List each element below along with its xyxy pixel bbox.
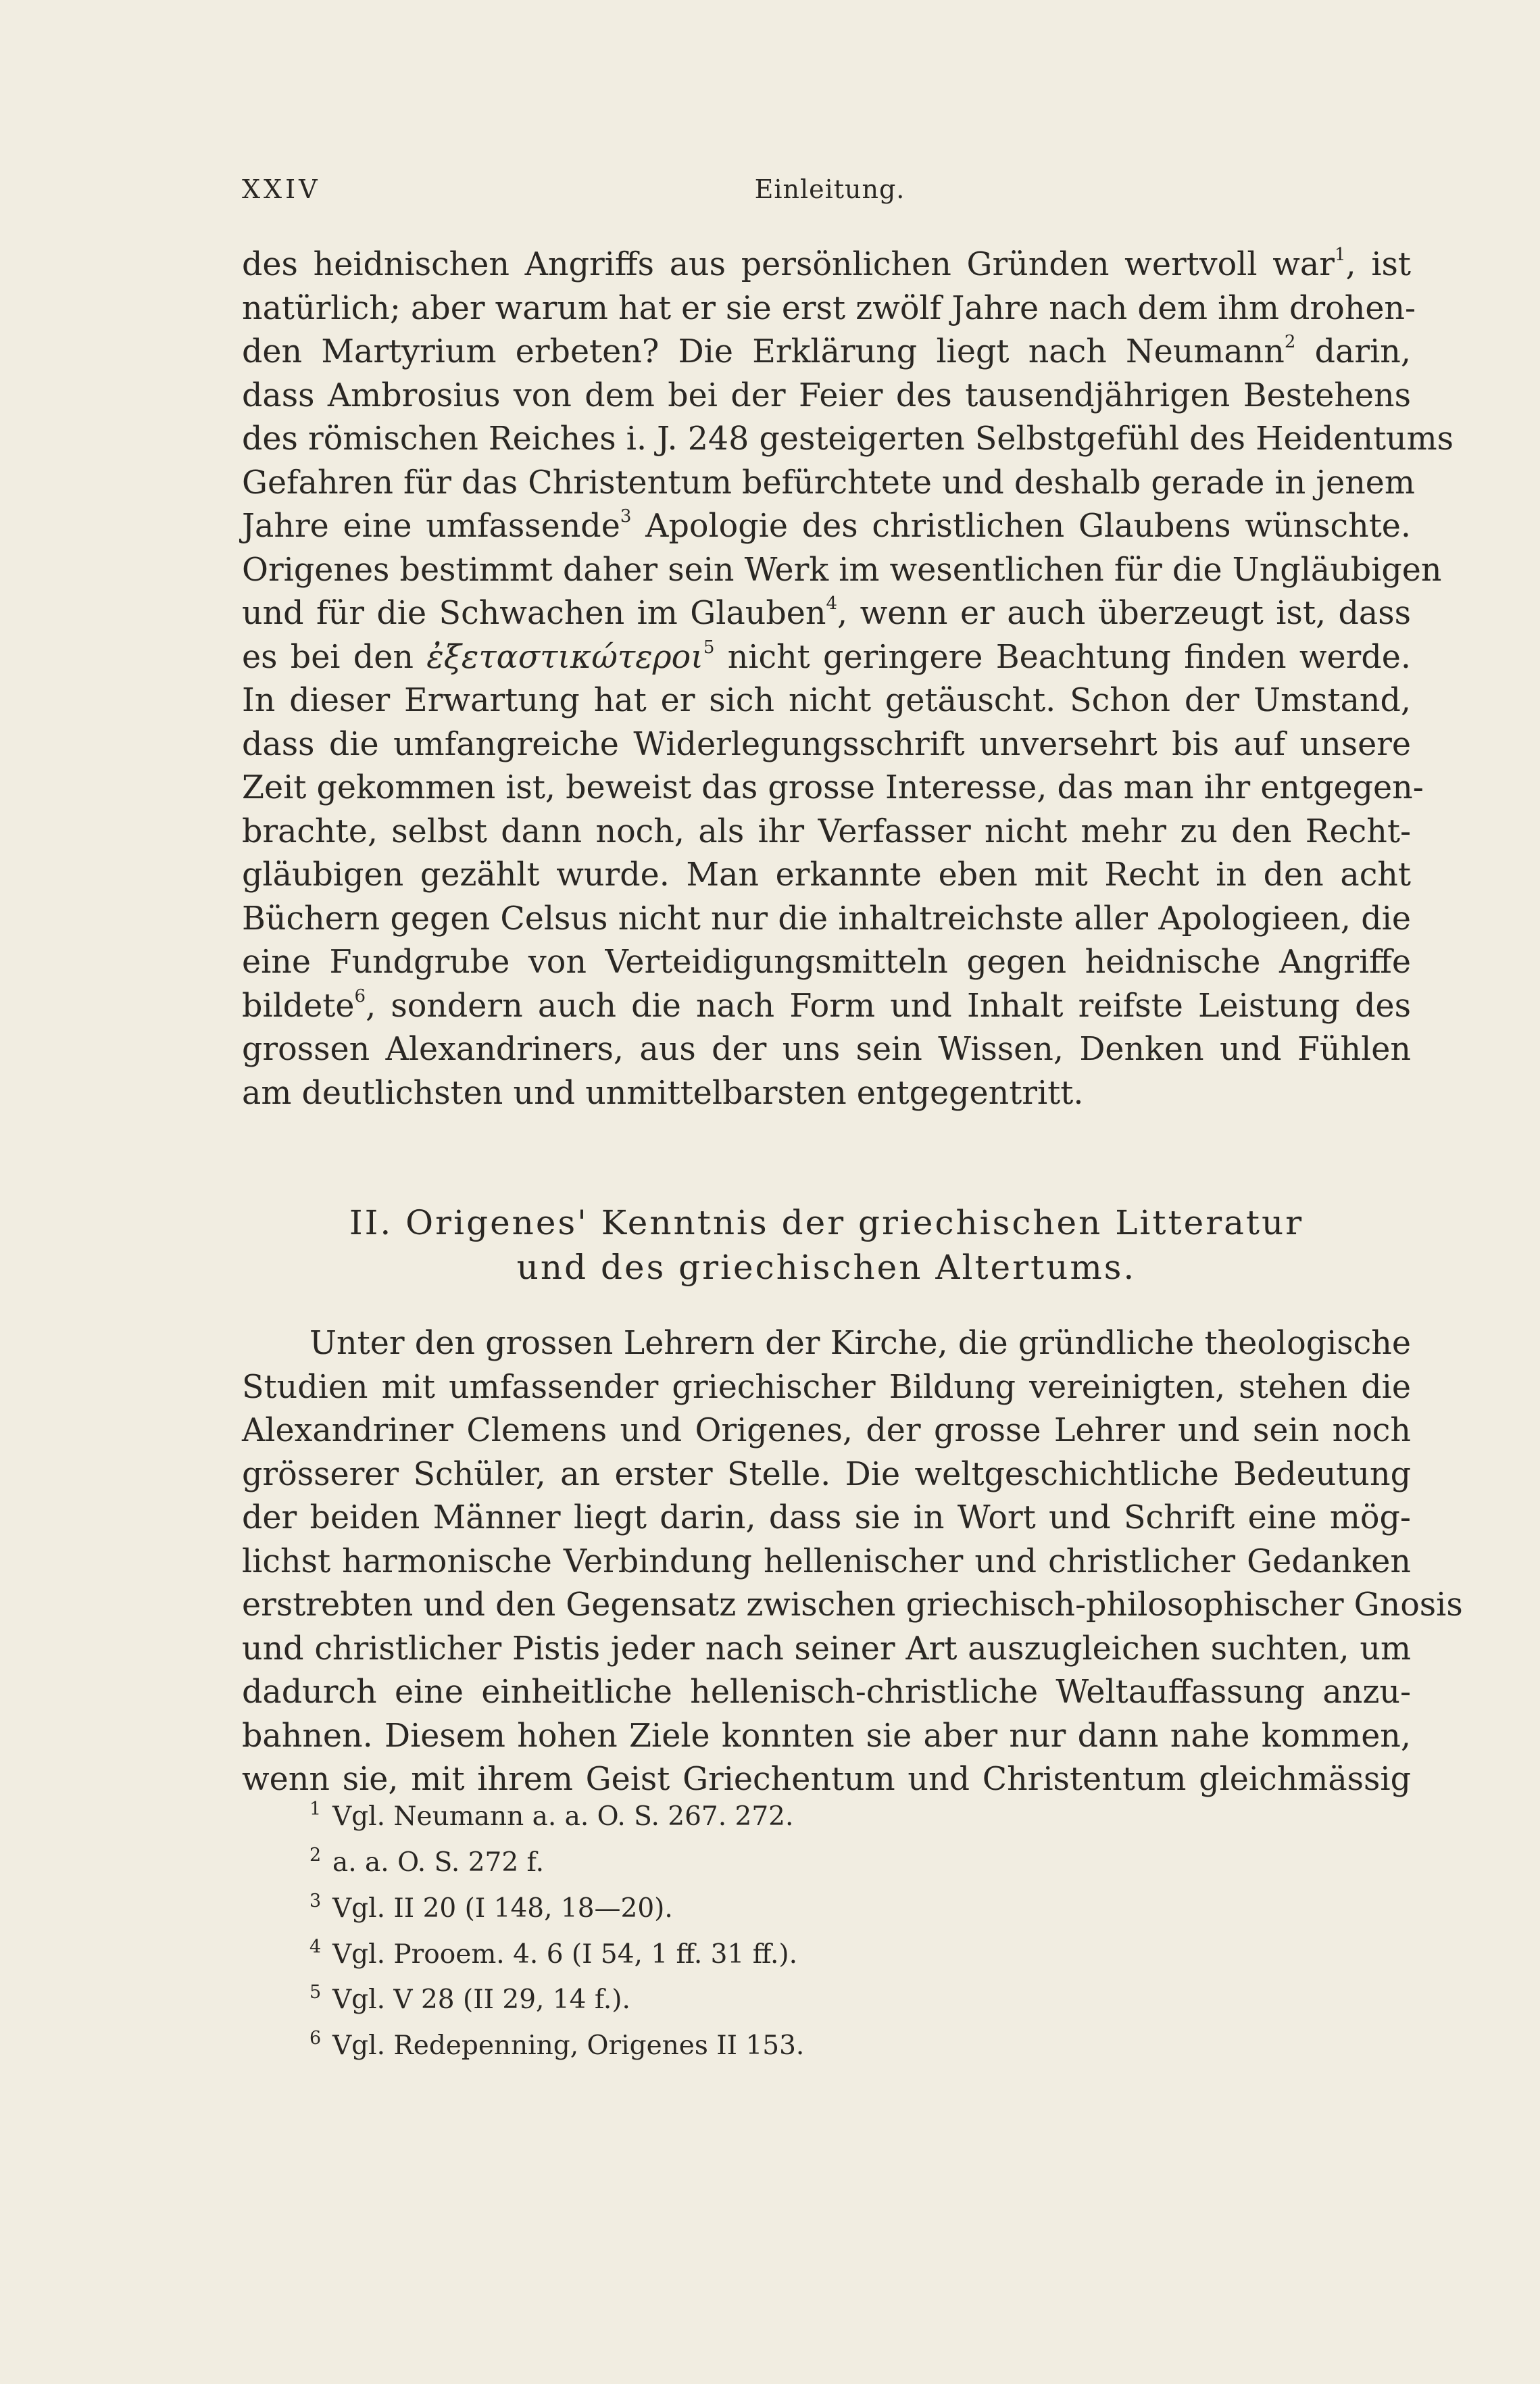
text-line: grossen Alexandriners, aus der uns sein Wissen, Denken und Fühlen bbox=[242, 1031, 1411, 1068]
text-line: und für die Schwachen im Glauben$^4$, wenn er auch überzeugt ist, dass bbox=[242, 593, 1412, 632]
footnote bbox=[309, 1882, 1256, 1928]
greek-word: ἐξεταστικώτεροι bbox=[426, 638, 703, 676]
text-line: natürlich; aber warum hat er sie erst zwölf Jahre nach dem ihm drohen- bbox=[242, 289, 1416, 327]
footnote-text: Vgl. II 20 (I 148, 18—20). bbox=[332, 1893, 673, 1924]
footnote-ref: 4 bbox=[826, 593, 838, 614]
footnotes bbox=[309, 1790, 1256, 2065]
footnote-text: Vgl. Redepenning, Origenes II 153. bbox=[332, 2030, 805, 2062]
footnote-mark: 5 bbox=[309, 1982, 322, 2003]
text-line: bahnen. Diesem hohen Ziele konnten sie aber nur dann nahe kommen, bbox=[242, 1717, 1411, 1755]
footnote-ref: 3 bbox=[620, 506, 632, 527]
footnote-mark: 1 bbox=[309, 1799, 322, 1820]
text-line: der beiden Männer liegt darin, dass sie in Wort und Schrift eine mög- bbox=[242, 1499, 1411, 1536]
page-number: XXIV bbox=[242, 174, 321, 204]
footnote-text: a. a. O. S. 272 f. bbox=[332, 1847, 544, 1878]
text-line: lichst harmonische Verbindung hellenischer und christlicher Gedanken bbox=[242, 1542, 1411, 1580]
footnote bbox=[309, 1790, 1256, 1836]
footnote bbox=[309, 1836, 1256, 1882]
footnote-ref: 6 bbox=[354, 986, 366, 1006]
text-line: Alexandriner Clemens und Origenes, der grosse Lehrer und sein noch bbox=[242, 1412, 1411, 1449]
text-line: dass Ambrosius von dem bei der Feier des tausendjährigen Bestehens bbox=[242, 376, 1411, 414]
footnote-text: Vgl. Prooem. 4. 6 (I 54, 1 ff. 31 ff.). bbox=[332, 1939, 798, 1970]
text-line: bildete$^6$, sondern auch die nach Form und Inhalt reifste Leistung des bbox=[242, 986, 1411, 1025]
text-line: Studien mit umfassender griechischer Bildung vereinigten, stehen die bbox=[242, 1368, 1411, 1406]
footnote bbox=[309, 2019, 1256, 2065]
text-line: Gefahren für das Christentum befürchtete und deshalb gerade in jenem bbox=[242, 464, 1415, 502]
footnote-ref: 1 bbox=[1334, 244, 1346, 265]
text-line: des heidnischen Angriffs aus persönlichen Gründen wertvoll war$^1$, ist bbox=[242, 244, 1411, 283]
text-line: erstrebten und den Gegensatz zwischen griechisch-philosophischer Gnosis bbox=[242, 1586, 1463, 1624]
section-heading bbox=[242, 1200, 1411, 1290]
section-heading-line-2: und des griechischen Altertums. bbox=[516, 1248, 1137, 1287]
footnote-mark: 2 bbox=[309, 1844, 322, 1866]
text-line: gläubigen gezählt wurde. Man erkannte eben mit Recht in den acht bbox=[242, 856, 1411, 894]
text-line: brachte, selbst dann noch, als ihr Verfasser nicht mehr zu den Recht- bbox=[242, 812, 1411, 850]
text-line: dadurch eine einheitliche hellenisch-christliche Weltauffassung anzu- bbox=[242, 1674, 1411, 1711]
paragraph-2 bbox=[242, 1322, 1463, 1802]
footnote-ref: 5 bbox=[703, 637, 715, 658]
running-title: Einleitung. bbox=[754, 174, 905, 204]
section-heading-line-1: II. Origenes' Kenntnis der griechischen Litteratur bbox=[349, 1203, 1304, 1242]
text-line: am deutlichsten und unmittelbarsten entgegentritt. bbox=[242, 1074, 1084, 1112]
text-line: Jahre eine umfassende$^3$ Apologie des christlichen Glaubens wünschte. bbox=[242, 506, 1411, 545]
text-line: es bei den ἐξεταστικώτεροι$^5$ nicht geringere Beachtung finden werde. bbox=[242, 637, 1411, 676]
footnote-mark: 6 bbox=[309, 2028, 322, 2049]
text-line: wenn sie, mit ihrem Geist Griechentum und Christentum gleichmässig bbox=[242, 1761, 1411, 1798]
text-line: und christlicher Pistis jeder nach seiner Art auszugleichen suchten, um bbox=[242, 1630, 1411, 1668]
footnote-text: Vgl. V 28 (II 29, 14 f.). bbox=[332, 1985, 630, 2016]
text-line: dass die umfangreiche Widerlegungsschrift unversehrt bis auf unsere bbox=[242, 725, 1411, 763]
text-line: Origenes bestimmt daher sein Werk im wesentlichen für die Ungläubigen bbox=[242, 551, 1442, 589]
footnote bbox=[309, 1973, 1256, 2019]
text-line: grösserer Schüler, an erster Stelle. Die weltgeschichtliche Bedeutung bbox=[242, 1455, 1411, 1493]
text-line: Zeit gekommen ist, beweist das grosse Interesse, das man ihr entgegen- bbox=[242, 769, 1424, 806]
text-line: des römischen Reiches i. J. 248 gesteigerten Selbstgefühl des Heidentums bbox=[242, 420, 1454, 458]
footnote bbox=[309, 1928, 1256, 1974]
text-line: Unter den grossen Lehrern der Kirche, die gründliche theologische bbox=[309, 1325, 1411, 1362]
running-head bbox=[242, 174, 1418, 215]
footnote-mark: 3 bbox=[309, 1890, 322, 1912]
footnote-text: Vgl. Neumann a. a. O. S. 267. 272. bbox=[332, 1801, 794, 1832]
paragraph-1 bbox=[242, 243, 1454, 1115]
text-line: In dieser Erwartung hat er sich nicht getäuscht. Schon der Umstand, bbox=[242, 682, 1411, 719]
text-line: eine Fundgrube von Verteidigungsmitteln gegen heidnische Angriffe bbox=[242, 944, 1411, 981]
footnote-mark: 4 bbox=[309, 1936, 322, 1957]
footnote-ref: 2 bbox=[1284, 331, 1296, 352]
text-line: Büchern gegen Celsus nicht nur die inhaltreichste aller Apologieen, die bbox=[242, 900, 1411, 938]
text-line: den Martyrium erbeten? Die Erklärung liegt nach Neumann$^2$ darin, bbox=[242, 331, 1411, 370]
